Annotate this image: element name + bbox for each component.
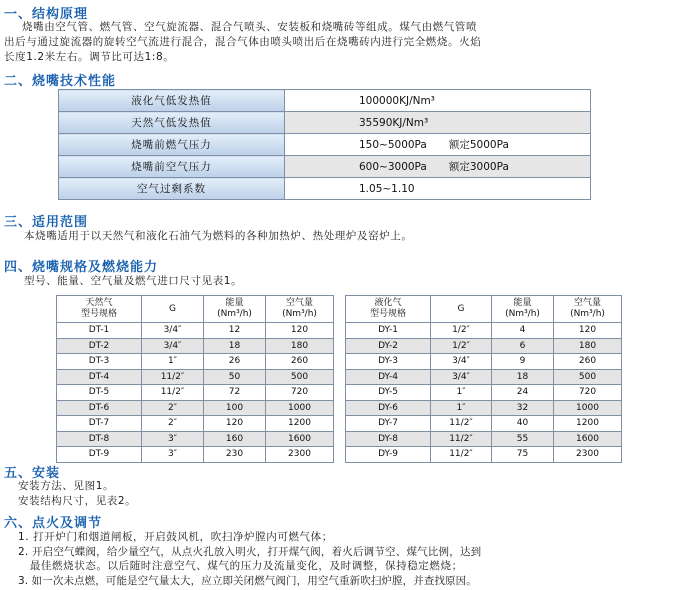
table-cell: 11/2″: [431, 431, 492, 447]
table-row: [57, 323, 334, 339]
table-cell: 720: [266, 385, 334, 401]
section4-line: 型号、能量、空气量及燃气进口尺寸见表1。: [24, 275, 243, 287]
spec-row: [59, 90, 591, 112]
spec-value-text: 100000KJ/Nm³: [359, 94, 435, 107]
section6-line-1: 1. 打开炉门和烟道闸板，开启鼓风机，吹扫净炉膛内可燃气体；: [18, 531, 333, 543]
spec-value: [285, 134, 591, 156]
table-cell: 120: [554, 323, 622, 339]
spec-nominal: 额定3000Pa: [448, 161, 509, 173]
table-cell: 1600: [554, 431, 622, 447]
table-cell: DY-3: [346, 354, 431, 370]
table-cell: 180: [266, 338, 334, 354]
natural-gas-size-table: [56, 295, 334, 463]
section6-line-4: 3. 如一次未点燃，可能是空气量太大，应立即关闭燃气阀门，用空气重新吹扫炉膛，并查找原因。: [18, 575, 477, 587]
table-row: [346, 416, 622, 432]
column-header: G: [431, 296, 492, 323]
spec-value-text: 150~5000Pa: [359, 139, 427, 151]
table-cell: 24: [492, 385, 554, 401]
section6-line-2: 2. 开启空气蝶阀，给少量空气，从点火孔放入明火，打开煤气阀，着火后调节空、煤气比例，达到: [18, 546, 482, 558]
table-cell: DT-8: [57, 431, 142, 447]
table-cell: 230: [204, 447, 266, 463]
table-cell: 1″: [431, 400, 492, 416]
table-row: [346, 369, 622, 385]
section5-title: 五、安装: [4, 466, 61, 481]
table-cell: DY-9: [346, 447, 431, 463]
spec-label: 天然气低发热值: [59, 112, 285, 134]
table-cell: 2″: [142, 416, 204, 432]
spec-value: [285, 156, 591, 178]
table-header-row: [346, 296, 622, 323]
table-cell: 2300: [266, 447, 334, 463]
table-cell: 260: [554, 354, 622, 370]
column-header: 天然气 型号规格: [57, 296, 142, 323]
column-header: 能量 (Nm³/h): [204, 296, 266, 323]
table-cell: DY-6: [346, 400, 431, 416]
section6-title: 六、点火及调节: [4, 516, 103, 531]
section1-line-3: 长度1.2米左右。调节比可达1:8。: [4, 51, 175, 63]
table-cell: DT-5: [57, 385, 142, 401]
table-cell: 260: [266, 354, 334, 370]
table-cell: 3/4″: [431, 369, 492, 385]
table-cell: DT-4: [57, 369, 142, 385]
column-header: G: [142, 296, 204, 323]
section1-line-2: 出后与通过旋流器的旋转空气流进行混合，混合气体由喷头喷出后在烧嘴砖内进行完全燃烧。火焰: [4, 36, 482, 48]
table-cell: 40: [492, 416, 554, 432]
table-cell: DY-4: [346, 369, 431, 385]
section5-line-1: 安装方法、见图1。: [18, 480, 115, 492]
column-header: 空气量 (Nm³/h): [554, 296, 622, 323]
spec-label: 空气过剩系数: [59, 178, 285, 200]
table-cell: 9: [492, 354, 554, 370]
table-cell: 1″: [142, 354, 204, 370]
table-cell: 50: [204, 369, 266, 385]
table-cell: 11/2″: [142, 369, 204, 385]
table-cell: DT-1: [57, 323, 142, 339]
table-cell: 500: [266, 369, 334, 385]
table-cell: 1/2″: [431, 323, 492, 339]
spec-label: 液化气低发热值: [59, 90, 285, 112]
table-cell: 6: [492, 338, 554, 354]
column-header: 液化气 型号规格: [346, 296, 431, 323]
table-cell: 32: [492, 400, 554, 416]
table-cell: 180: [554, 338, 622, 354]
table-cell: 75: [492, 447, 554, 463]
table-row: [346, 431, 622, 447]
table-cell: DT-9: [57, 447, 142, 463]
spec-value-text: 600~3000Pa: [359, 161, 427, 173]
table-cell: 11/2″: [142, 385, 204, 401]
table-row: [346, 447, 622, 463]
spec-row: [59, 156, 591, 178]
table-cell: 18: [492, 369, 554, 385]
table-row: [57, 338, 334, 354]
spec-value: [285, 90, 591, 112]
section1-line-1: 烧嘴由空气管、燃气管、空气旋流器、混合气喷头、安装板和烧嘴砖等组成。煤气由燃气管喷: [22, 21, 478, 33]
table-cell: 3″: [142, 447, 204, 463]
table-row: [346, 400, 622, 416]
table-cell: 1/2″: [431, 338, 492, 354]
table-cell: 11/2″: [431, 416, 492, 432]
table-cell: DT-3: [57, 354, 142, 370]
table-row: [57, 385, 334, 401]
section2-title: 二、烧嘴技术性能: [4, 74, 117, 89]
column-header: 空气量 (Nm³/h): [266, 296, 334, 323]
spec-row: [59, 112, 591, 134]
table-cell: 18: [204, 338, 266, 354]
table-header-row: [57, 296, 334, 323]
table-row: [346, 354, 622, 370]
table-cell: 1″: [431, 385, 492, 401]
section3-line: 本烧嘴适用于以天然气和液化石油气为燃料的各种加热炉、热处理炉及窑炉上。: [24, 230, 413, 242]
table-cell: 100: [204, 400, 266, 416]
table-cell: 120: [204, 416, 266, 432]
table-row: [57, 447, 334, 463]
spec-label: 烧嘴前空气压力: [59, 156, 285, 178]
section5-line-2: 安装结构尺寸，见表2。: [18, 495, 137, 507]
table-row: [346, 338, 622, 354]
table-cell: DY-1: [346, 323, 431, 339]
table-cell: 120: [266, 323, 334, 339]
table-cell: 500: [554, 369, 622, 385]
table-cell: 12: [204, 323, 266, 339]
spec-value-text: 1.05~1.10: [359, 182, 415, 195]
table-row: [57, 354, 334, 370]
table-cell: DY-7: [346, 416, 431, 432]
spec-row: [59, 134, 591, 156]
section3-title: 三、适用范围: [4, 215, 89, 230]
table-cell: DY-5: [346, 385, 431, 401]
spec-value-text: 35590KJ/Nm³: [359, 116, 429, 129]
table-cell: DY-8: [346, 431, 431, 447]
table-cell: 3/4″: [431, 354, 492, 370]
table-row: [57, 400, 334, 416]
section4-title: 四、烧嘴规格及燃烧能力: [4, 260, 159, 275]
spec-table: [58, 89, 591, 200]
table-cell: 1200: [266, 416, 334, 432]
spec-nominal: 额定5000Pa: [448, 139, 509, 151]
table-cell: DT-7: [57, 416, 142, 432]
spec-label: 烧嘴前燃气压力: [59, 134, 285, 156]
table-cell: 72: [204, 385, 266, 401]
table-row: [57, 416, 334, 432]
table-cell: 3/4″: [142, 323, 204, 339]
lpg-size-table: [345, 295, 622, 463]
table-cell: 26: [204, 354, 266, 370]
section6-line-3: 最佳燃烧状态。以后随时注意空气、煤气的压力及流量变化，及时调整，保持稳定燃烧；: [18, 560, 463, 572]
table-cell: 3″: [142, 431, 204, 447]
section1-title: 一、结构原理: [4, 7, 89, 22]
table-cell: 11/2″: [431, 447, 492, 463]
table-cell: 2″: [142, 400, 204, 416]
table-cell: DT-6: [57, 400, 142, 416]
table-cell: 1000: [554, 400, 622, 416]
table-row: [346, 385, 622, 401]
table-cell: 1200: [554, 416, 622, 432]
table-cell: 2300: [554, 447, 622, 463]
table-cell: 1000: [266, 400, 334, 416]
table-cell: 160: [204, 431, 266, 447]
table-cell: DY-2: [346, 338, 431, 354]
table-row: [346, 323, 622, 339]
spec-value: [285, 112, 591, 134]
table-cell: DT-2: [57, 338, 142, 354]
spec-row: [59, 178, 591, 200]
column-header: 能量 (Nm³/h): [492, 296, 554, 323]
table-cell: 720: [554, 385, 622, 401]
table-cell: 4: [492, 323, 554, 339]
table-row: [57, 431, 334, 447]
table-cell: 1600: [266, 431, 334, 447]
table-cell: 3/4″: [142, 338, 204, 354]
spec-value: [285, 178, 591, 200]
table-row: [57, 369, 334, 385]
table-cell: 55: [492, 431, 554, 447]
